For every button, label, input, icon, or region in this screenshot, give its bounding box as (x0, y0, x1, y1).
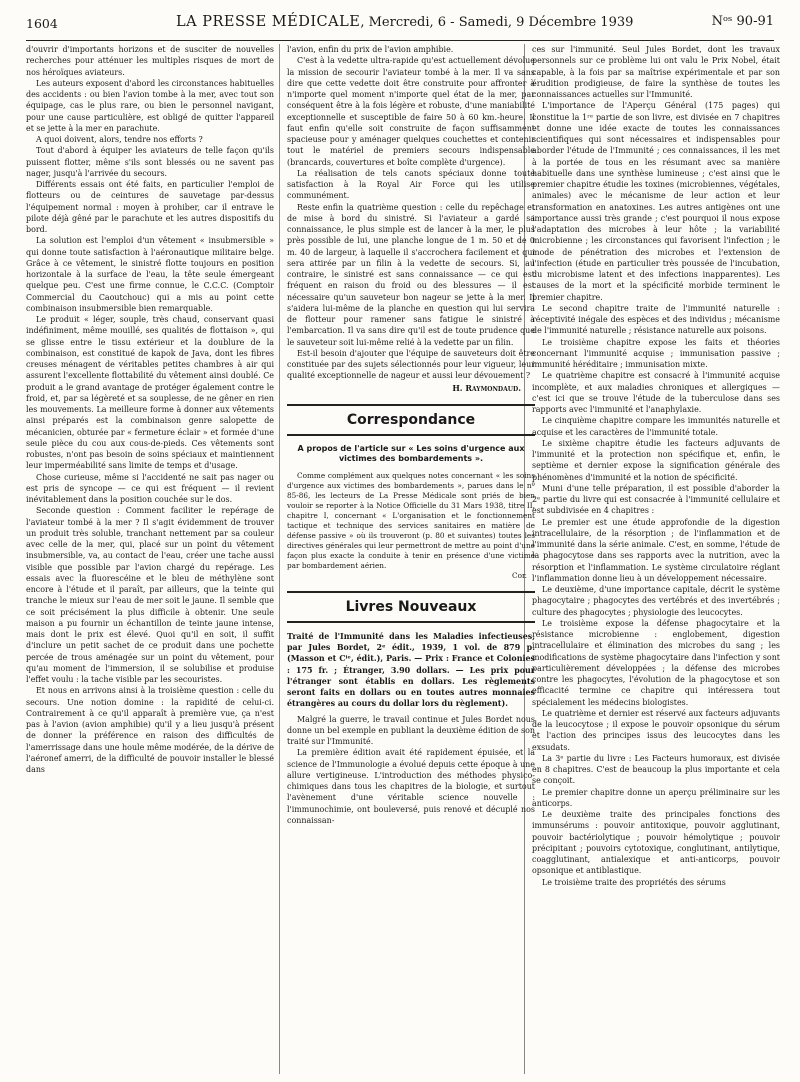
issue-number: Nᵒˢ 90-91 (711, 14, 774, 29)
paragraph: Le deuxième traite des principales fonctions des immunsérums : pouvoir antitoxique, pouvoir agglutinant, pouvoir bactériolytique ; pouvoir hémolytique ; pouvoir précipitant ; pouvoirs cytotoxique, conglutinant, antilytique, coagglutinant, antialexique et anti-anticorps, pouvoir opsonique et antiblastique. (532, 810, 780, 876)
paragraph: Le cinquième chapitre compare les immunités naturelle et acquise et les caractères de l'immunité totale. (532, 416, 780, 437)
paragraph: Et nous en arrivons ainsi à la troisième question : celle du secours. Une notion domine : la rapidité de celui-ci. Contrairement à ce qu'il apparaît à première vue, ça n'est pas à l'avion (avion amphibie) qu'il y a lieu jusqu'à présent de donner la préférence en raison des difficultés de l'amerrissage dans une houle même modérée, de la dérive de l'aéronef amerri, de la difficulté de pouvoir installer le blessé dans (26, 686, 274, 774)
paragraph: C'est à la vedette ultra-rapide qu'est actuellement dévolue la mission de secourir l'aviateur tombé à la mer. Il va sans dire que cette vedette doit être construite pour affronter à n'importe quel moment n'importe quel état de la mer, par conséquent être à la fois légère et robuste, d'une maniabilité exceptionnelle et susceptible de faire 50 à 60 km.-heure. Il faut enfin qu'elle soit construite de façon suffisamment spacieuse pour y aménager quelques couchettes et contenir tout le matériel de premiers secours indispensable (brancards, couvertures et boîte complète d'urgence). (287, 56, 535, 167)
book-reference: Traité de l'Immunité dans les Maladies infectieuses, par Jules Bordet, 2ᵉ édit., 1939, 1 vol. de 879 p. (Masson et Cⁱᵉ, édit.), Paris. — Prix : France et Colonies : 175 fr. ; Étranger, 3.90 dollars. — Les prix pour l'étranger sont établis en dollars. Les règlements seront faits en dollars ou en toutes autres monnaies étrangères au cours du dollar lors du règlement). (287, 631, 535, 709)
column-rule (279, 44, 280, 1074)
paragraph: Le troisième expose la défense phagocytaire et la résistance microbienne : englobement, digestion intracellulaire et élimination des microbes du sang ; les modifications de système phagocytaire dans l'infection y sont particulièrement développées ; la défense des microbes contre les phagocytes, l'évolution de la phagocytose et son efficacité termine ce chapitre qui intéressera tout spécialement les médecins biologistes. (532, 618, 780, 707)
author-signature: Cor. (512, 570, 527, 580)
paragraph: Le second chapitre traite de l'immunité naturelle : réceptivité inégale des espèces et des individus ; mécanisme de l'immunité naturelle ; résistance naturelle aux poisons. (532, 303, 780, 336)
paragraph: La 3ᵉ partie du livre : Les Facteurs humoraux, est divisée en 8 chapitres. C'est de beaucoup la plus importante et cela se conçoit. (532, 753, 780, 786)
section-title-livres-nouveaux: Livres Nouveaux (287, 591, 535, 623)
paragraph: Le sixième chapitre étudie les facteurs adjuvants de l'immunité et la protection non spécifique et, enfin, le septième et dernier expose la signification générale des phénomènes d'immunité et la notion de spécificité. (532, 438, 780, 482)
paragraph: Est-il besoin d'ajouter que l'équipe de sauveteurs doit être constituée par des sujets sélectionnés pour leur vigueur, leur qualité exceptionnelle de nageur et aussi leur dévouement ? (287, 348, 535, 381)
paragraph: Le produit « léger, souple, très chaud, conservant quasi indéfiniment, même mouillé, ses qualités de flottaison », qui se glisse entre le tissu extérieur et la doublure de la combinaison, est constitué de kapok de Java, dont les fibres creuses ménagent de véritables petites chambres à air qui assurent l'excellente flottabilité du vêtement ainsi doublé. Ce produit a le grand avantage de protéger également contre le froid, et, par sa légèreté et sa souplesse, de ne gêner en rien les mouvements. La meilleure forme à donner aux vêtements ainsi préparés est la combinaison genre salopette de mécanicien, obturée par « fermeture éclair » et formée d'une seule pièce du cou aux cous-de-pieds. Ces vêtements sont robustes, n'ont pas besoin de soins spéciaux et maintiennent leur imperméabilité sans limite de temps et d'usage. (26, 315, 274, 471)
paragraph: Comme complément aux quelques notes concernant « les soins d'urgence aux victimes des bombardements », parues dans le nº 85-86, les lecteurs de La Presse Médicale sont priés de bien vouloir se reporter à la Notice Officielle du 31 Mars 1938, titre II, chapitre I, concernant « L'organisation et le fonctionnement tactique et technique des services sanitaires en matière de défense passive » où ils trouveront (p. 80 et suivantes) toutes les directives générales qui leur permettront de mettre au point d'une façon plus exacte la conduite à tenir en présence d'une victime par bombardement aérien. (287, 470, 535, 570)
paragraph: Différents essais ont été faits, en particulier l'emploi de flotteurs ou de ceintures de sauvetage par-dessus l'équipement normal : moyen à prohiber, car il entrave le pilote déjà gêné par le parachute et les autres dispositifs du bord. (26, 180, 274, 234)
paragraph: Le premier est une étude approfondie de la digestion intracellulaire, de la résorption ; de l'inflammation et de l'immunité dans la série animale. C'est, en somme, l'étude de la phagocytose dans ses rapports avec la nutrition, avec la résorption et l'inflammation. Le système circulatoire réglant l'inflammation donne lieu à un développement nécessaire. (532, 517, 780, 583)
paragraph: Le quatrième et dernier est réservé aux facteurs adjuvants de la leucocytose ; il expose le pouvoir opsonique du sérum et l'action des principes issus des leucocytes dans les exsudats. (532, 708, 780, 752)
journal-title: LA PRESSE MÉDICALE (176, 14, 361, 30)
paragraph: Le premier chapitre donne un aperçu préliminaire sur les anticorps. (532, 787, 780, 808)
author-signature: H. Raymondaud. (452, 383, 521, 393)
paragraph: Tout d'abord à équiper les aviateurs de telle façon qu'ils puissent flotter, même s'ils sont blessés ou ne savent pas nager, jusqu'à l'arrivée du secours. (26, 146, 274, 178)
paragraph: Seconde question : Comment faciliter le repérage de l'aviateur tombé à la mer ? Il s'agit évidemment de trouver un produit très soluble, tranchant nettement par sa couleur avec celle de la mer, qui, placé sur un point du vêtement insubmersible, va, au contact de l'eau, créer une tache aussi visible que possible par l'avion chargé du repérage. Les essais avec la fluorescéine et le bleu de méthylène sont encore à l'étude et il paraît, par ailleurs, que la teinte qui tranche le mieux sur l'eau de mer soit le jaune. Il semble que ce soit précisément la plus difficile à obtenir. Une seule maison a pu fournir un échantillon de teinte jaune intense, mais dont le prix est élevé. Quoi qu'il en soit, il suffit d'inclure un petit sachet de ce produit dans une pochette percée de trous aménagée sur un point du vêtement, pour qu'au moment de l'immersion, il se solubilise et produise l'effet voulu : la tache visible par les secouristes. (26, 506, 274, 684)
issue-date: Mercredi, 6 - Samedi, 9 Décembre 1939 (368, 15, 634, 30)
column-right (532, 44, 780, 1074)
column-middle (287, 44, 535, 1074)
page-header (26, 10, 774, 41)
article-subtitle: A propos de l'article sur « Les soins d'urgence aux victimes des bombardements ». (297, 443, 525, 464)
paragraph: L'importance de l'Aperçu Général (175 pages) qui constitue la 1ʳᵉ partie de son livre, est divisée en 7 chapitres et donne une idée exacte de toutes les connaissances scientifiques qui sont nécessaires et indispensables pour aborder l'étude de l'Immunité ; ces connaissances, il les met à la portée de tous en les résumant avec sa manière habituelle dans une synthèse lumineuse ; c'est ainsi que le premier chapitre étudie les toxines (microbiennes, végétales, animales) avec le mécanisme de leur action et leur transformation en anatoxines. Les autres antigènes ont une importance aussi très grande ; c'est pourquoi il nous expose l'adaptation des microbes à leur hôte ; la variabilité microbienne ; les circonstances qui favorisent l'infection ; le mode de pénétration des microbes et l'extension de l'infection (étude en particulier très poussée de l'incubation, du microbisme latent et des infections inapparentes). Les causes de la mort et la spécificité morbide terminent le premier chapitre. (532, 101, 780, 302)
paragraph: Les auteurs exposent d'abord les circonstances habituelles des accidents : ou bien l'avion tombe à la mer, avec tout son équipage, cas le plus rare, ou bien le personnel navigant, pour une cause particulière, est obligé de quitter l'appareil et se jette à la mer en parachute. (26, 78, 274, 133)
column-left (26, 44, 274, 1074)
paragraph: Le troisième traite des propriétés des sérums (542, 877, 726, 887)
section-title-correspondance: Correspondance (287, 404, 535, 436)
paragraph: La réalisation de tels canots spéciaux donne toute satisfaction à la Royal Air Force qui les utilise communément. (287, 168, 535, 201)
paragraph: Le quatrième chapitre est consacré à l'immunité acquise incomplète, et aux maladies chroniques et allergiques — c'est ici que se trouve l'étude de la tuberculose dans ses rapports avec l'immunité et l'anaphylaxie. (532, 371, 780, 414)
page-number: 1604 (26, 16, 58, 31)
paragraph: Malgré la guerre, le travail continue et Jules Bordet nous donne un bel exemple en publiant la deuxième édition de son traité sur l'Immunité. (287, 714, 535, 746)
paragraph: Le troisième chapitre expose les faits et théories concernant l'immunité acquise ; immunisation passive ; immunité héréditaire ; immunisation mixte. (532, 337, 780, 369)
paragraph: Le deuxième, d'une importance capitale, décrit le système phagocytaire ; phagocytes des vertébrés et des invertébrés ; culture des phagocytes ; physiologie des leucocytes. (532, 585, 780, 617)
paragraph: Muni d'une telle préparation, il est possible d'aborder la 2ᵉ partie du livre qui est consacrée à l'immunité cellulaire et est subdivisée en 4 chapitres : (532, 483, 780, 516)
paragraph: La première édition avait été rapidement épuisée, et la science de l'Immunologie a évolué depuis cette époque à une allure vertigineuse. L'introduction des méthodes physico-chimiques dans tous les chapitres de la biologie, et surtout l'avènement d'une véritable science nouvelle : l'immunochimie, ont bouleversé, puis renové et décuplé nos connaissan- (287, 748, 535, 825)
paragraph: A quoi doivent, alors, tendre nos efforts ? (36, 135, 203, 144)
paragraph: Reste enfin la quatrième question : celle du repêchage et de mise à bord du sinistré. Si l'aviateur a gardé sa connaissance, le plus simple est de lancer à la mer, le plus près possible de lui, une planche longue de 1 m. 50 et de 0 m. 40 de largeur, à laquelle il s'accrochera facilement et qui sera attirée par un filin à la vedette de secours. Si, au contraire, le sinistré est sans connaissance — ce qui est fréquent en raison du froid ou des blessures — il est nécessaire qu'un sauveteur bon nageur se jette à la mer. Il s'aidera lui-même de la planche en question qui lui servira de flotteur pour ramener sans fatigue le sinistré à l'embarcation. Il va sans dire qu'il est de toute prudence que le sauveteur soit lui-même relié à la vedette par un filin. (287, 202, 535, 347)
running-title: LA PRESSE MÉDICALE, Mercredi, 6 - Samedi, 9 Décembre 1939 (176, 14, 634, 30)
paragraph: Chose curieuse, même si l'accidenté ne sait pas nager ou est pris de syncope — ce qui est fréquent — il revient inévitablement dans la position couchée sur le dos. (26, 472, 274, 504)
paragraph: d'ouvrir d'importants horizons et de susciter de nouvelles recherches pour atténuer les multiples risques de mort de nos héroïques aviateurs. (26, 45, 274, 77)
paragraph: ces sur l'immunité. Seul Jules Bordet, dont les travaux personnels sur ce problème lui ont valu le Prix Nobel, était capable, à la fois par sa maîtrise expérimentale et par son érudition prodigieuse, de faire la synthèse de toutes les connaissances actuelles sur l'Immunité. (532, 45, 780, 99)
paragraph: l'avion, enfin du prix de l'avion amphibie. (287, 45, 454, 54)
paragraph: La solution est l'emploi d'un vêtement « insubmersible » qui donne toute satisfaction à l'aéronautique militaire belge. Grâce à ce vêtement, le sinistré flotte toujours en position horizontale à la surface de l'eau, la tête seule émergeant quelque peu. C'est une firme connue, le C.C.C. (Comptoir Commercial du Caoutchouc) qui a mis au point cette combinaison insubmersible bien remarquable. (26, 236, 274, 313)
